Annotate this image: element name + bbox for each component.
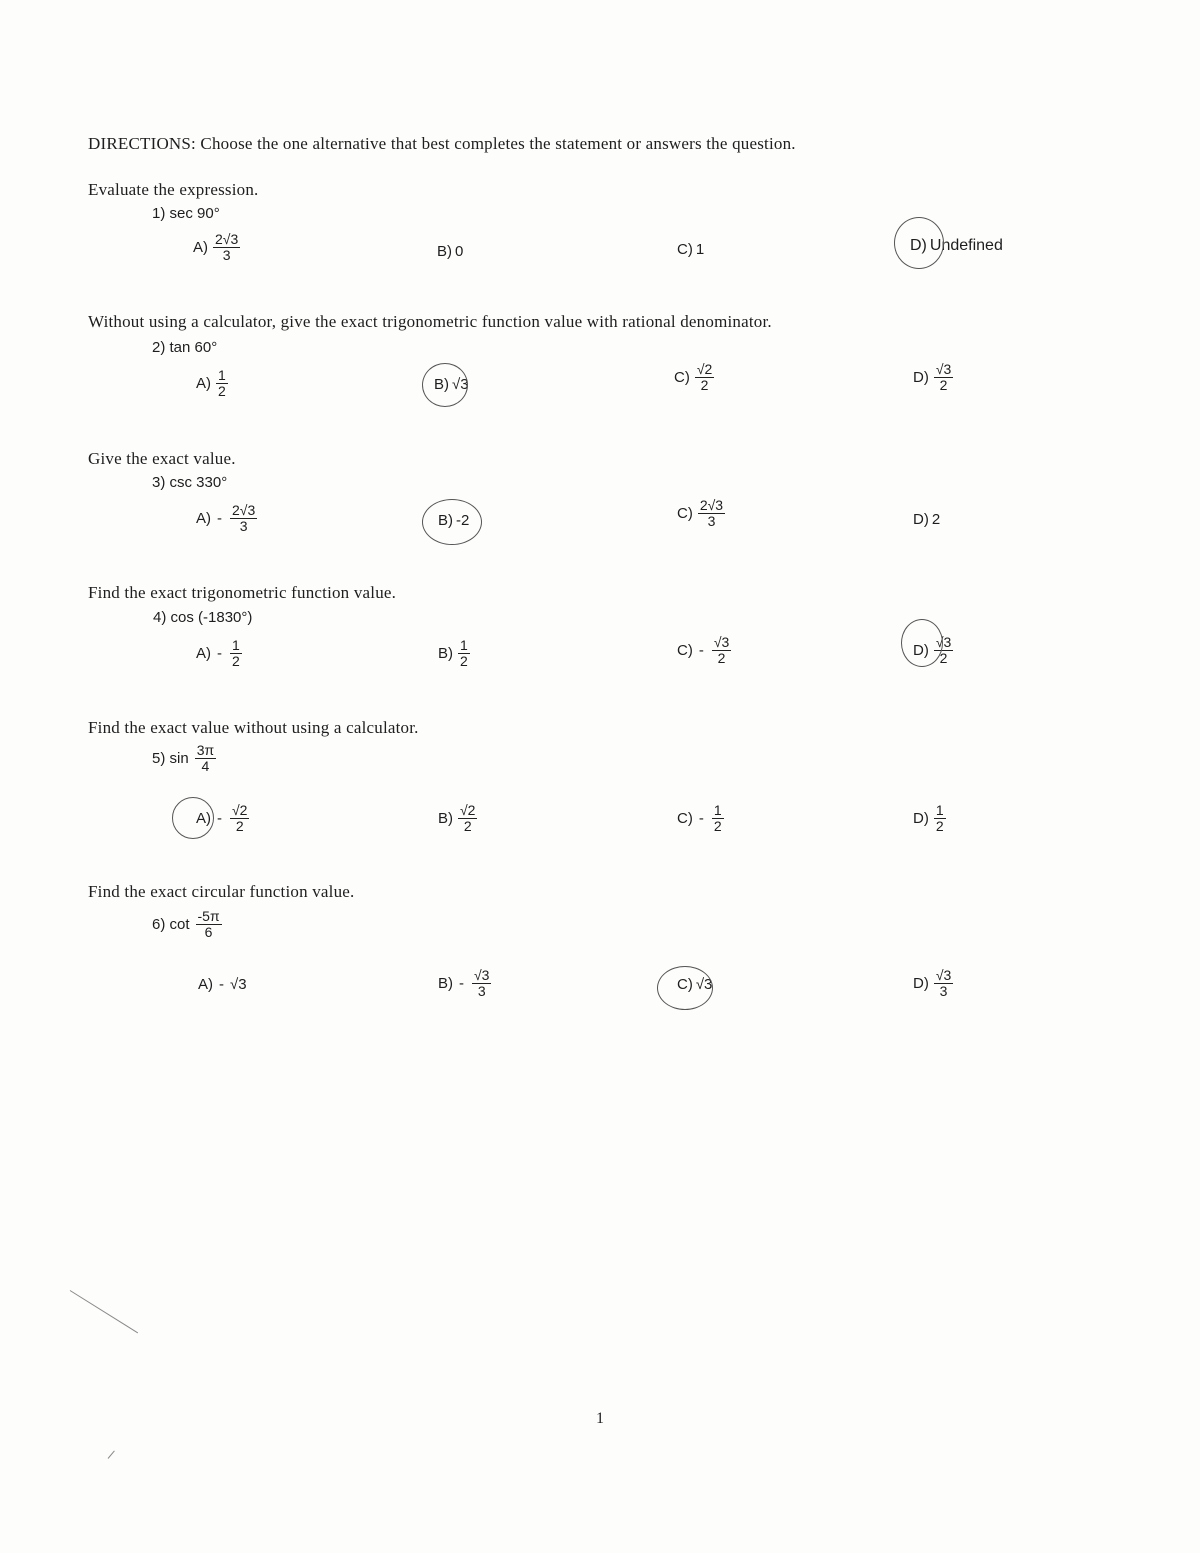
numerator: 1 (218, 367, 226, 383)
negative-sign: - (217, 510, 222, 527)
choice-label: C) (677, 810, 693, 827)
q5-choice-d[interactable] (913, 803, 948, 834)
stray-pencil-mark (70, 1290, 138, 1333)
q1-choice-c[interactable] (677, 241, 704, 258)
choice-value: Undefined (929, 237, 1003, 254)
q5-choice-b[interactable] (438, 803, 479, 834)
choice-label: A) (196, 375, 211, 392)
negative-sign: - (698, 810, 704, 827)
numerator: 3π (196, 742, 215, 758)
numerator: √2 (696, 361, 713, 377)
q2-choice-a[interactable] (196, 368, 230, 399)
q4-choice-c[interactable] (677, 635, 733, 666)
section-heading-1: Evaluate the expression. (88, 180, 259, 199)
numerator: √3 (935, 967, 952, 983)
page-number: 1 (596, 1410, 604, 1427)
denominator: 2 (939, 377, 948, 393)
fraction (934, 362, 953, 393)
fraction (213, 232, 240, 263)
choice-label: B) (437, 243, 452, 260)
choice-value: √3 (230, 976, 247, 993)
fraction (196, 909, 222, 940)
numerator: 1 (713, 802, 722, 818)
fraction (230, 638, 242, 669)
negative-sign: - (698, 642, 704, 659)
fraction (458, 803, 477, 834)
choice-label: B) (438, 975, 453, 992)
q3-choice-b[interactable] (438, 512, 469, 529)
choice-value: 2 (931, 511, 941, 528)
choice-label: D) (913, 369, 929, 386)
q6-choice-b[interactable] (438, 968, 493, 999)
q2-choice-c[interactable] (674, 362, 716, 393)
choice-label: A) (196, 645, 211, 662)
choice-label: D) (913, 642, 929, 659)
fraction (230, 803, 249, 834)
choice-value: √3 (695, 976, 713, 993)
choice-label: A) (196, 810, 211, 827)
choice-label: C) (677, 241, 693, 258)
question-1-prompt (152, 205, 220, 222)
section-heading-3: Give the exact value. (88, 449, 236, 468)
choice-value: 0 (455, 243, 464, 260)
numerator: √2 (232, 802, 248, 818)
choice-label: D) (913, 810, 929, 827)
choice-label: C) (677, 505, 693, 522)
numerator: 1 (460, 637, 468, 653)
q3-choice-d[interactable] (913, 511, 940, 528)
fraction (934, 968, 953, 999)
denominator: 3 (239, 518, 248, 534)
q4-choice-d[interactable] (913, 635, 955, 666)
choice-value: 1 (695, 241, 705, 258)
fraction (230, 503, 257, 534)
denominator: 3 (222, 247, 231, 263)
denominator: 4 (201, 758, 210, 774)
fraction (934, 635, 953, 666)
choice-label: D) (913, 511, 929, 528)
denominator: 3 (477, 983, 486, 999)
q1-choice-b[interactable] (437, 243, 463, 260)
choice-label: D) (910, 237, 927, 254)
denominator: 2 (935, 818, 944, 834)
question-6-prompt (152, 909, 224, 940)
question-prompt-text: 4) cos (-1830°) (153, 609, 253, 626)
fraction (472, 968, 491, 999)
q4-choice-b[interactable] (438, 638, 472, 669)
choice-value: √3 (452, 376, 469, 393)
choice-label: B) (438, 810, 453, 827)
q1-choice-a[interactable] (193, 232, 242, 263)
q4-choice-a[interactable] (196, 638, 244, 669)
question-prompt-text: 3) csc 330° (152, 474, 228, 491)
numerator: -5π (197, 908, 220, 924)
question-prompt-text: 2) tan 60° (152, 339, 218, 356)
question-prompt-text: 6) cot (152, 916, 190, 933)
stray-pencil-mark (108, 1451, 115, 1459)
choice-label: A) (196, 510, 211, 527)
section-heading-5: Find the exact value without using a calculator. (88, 718, 419, 737)
denominator: 2 (713, 818, 722, 834)
question-2-prompt (152, 339, 217, 356)
question-5-prompt (152, 743, 218, 774)
choice-label: C) (677, 976, 693, 993)
denominator: 2 (460, 653, 468, 669)
numerator: √3 (474, 967, 490, 983)
q2-choice-d[interactable] (913, 362, 955, 393)
numerator: √2 (460, 802, 476, 818)
denominator: 2 (218, 383, 226, 399)
numerator: √3 (935, 361, 952, 377)
question-prompt-text: 1) sec 90° (152, 205, 220, 222)
fraction (698, 498, 725, 529)
fraction (216, 368, 228, 399)
negative-sign: - (459, 975, 464, 992)
fraction (458, 638, 470, 669)
section-heading-6: Find the exact circular function value. (88, 882, 355, 901)
question-4-prompt (153, 609, 252, 626)
denominator: 2 (235, 818, 244, 834)
choice-label: B) (434, 376, 449, 393)
negative-sign: - (217, 810, 222, 827)
q3-choice-a[interactable] (196, 503, 259, 534)
q1-choice-d[interactable] (910, 237, 1003, 255)
fraction (195, 743, 216, 774)
negative-sign: - (219, 976, 224, 993)
choice-label: D) (913, 975, 929, 992)
choice-label: A) (193, 239, 208, 256)
numerator: 2√3 (699, 497, 724, 513)
q2-choice-b[interactable] (434, 376, 469, 393)
numerator: 1 (232, 637, 240, 653)
numerator: 1 (935, 802, 944, 818)
choice-label: A) (198, 976, 213, 993)
numerator: 2√3 (215, 231, 239, 247)
q6-choice-c[interactable] (677, 976, 712, 993)
numerator: 2√3 (232, 502, 256, 518)
choice-label: B) (438, 645, 453, 662)
denominator: 6 (204, 924, 213, 940)
choice-label: B) (438, 512, 453, 529)
section-heading-4: Find the exact trigonometric function value. (88, 583, 397, 602)
q3-choice-c[interactable] (677, 498, 727, 529)
q6-choice-a[interactable] (198, 976, 247, 993)
numerator: √3 (935, 634, 952, 650)
section-heading-2: Without using a calculator, give the exact trigonometric function value with rational denominator. (88, 312, 772, 331)
question-3-prompt (152, 474, 227, 491)
fraction (695, 362, 714, 393)
directions-text: DIRECTIONS: Choose the one alternative that best completes the statement or answers the question. (88, 134, 796, 153)
question-prompt-text: 5) sin (152, 750, 189, 767)
denominator: 3 (707, 513, 716, 529)
fraction (934, 803, 946, 834)
denominator: 2 (939, 650, 948, 666)
fraction (712, 635, 731, 666)
denominator: 3 (939, 983, 948, 999)
q5-choice-a[interactable] (196, 803, 251, 834)
denominator: 2 (717, 650, 726, 666)
choice-label: C) (674, 369, 690, 386)
negative-sign: - (217, 645, 222, 662)
choice-value: -2 (456, 512, 470, 529)
q5-choice-c[interactable] (677, 803, 726, 834)
denominator: 2 (232, 653, 240, 669)
q6-choice-d[interactable] (913, 968, 955, 999)
fraction (712, 803, 724, 834)
denominator: 2 (463, 818, 472, 834)
denominator: 2 (700, 377, 709, 393)
numerator: √3 (713, 634, 730, 650)
choice-label: C) (677, 642, 693, 659)
